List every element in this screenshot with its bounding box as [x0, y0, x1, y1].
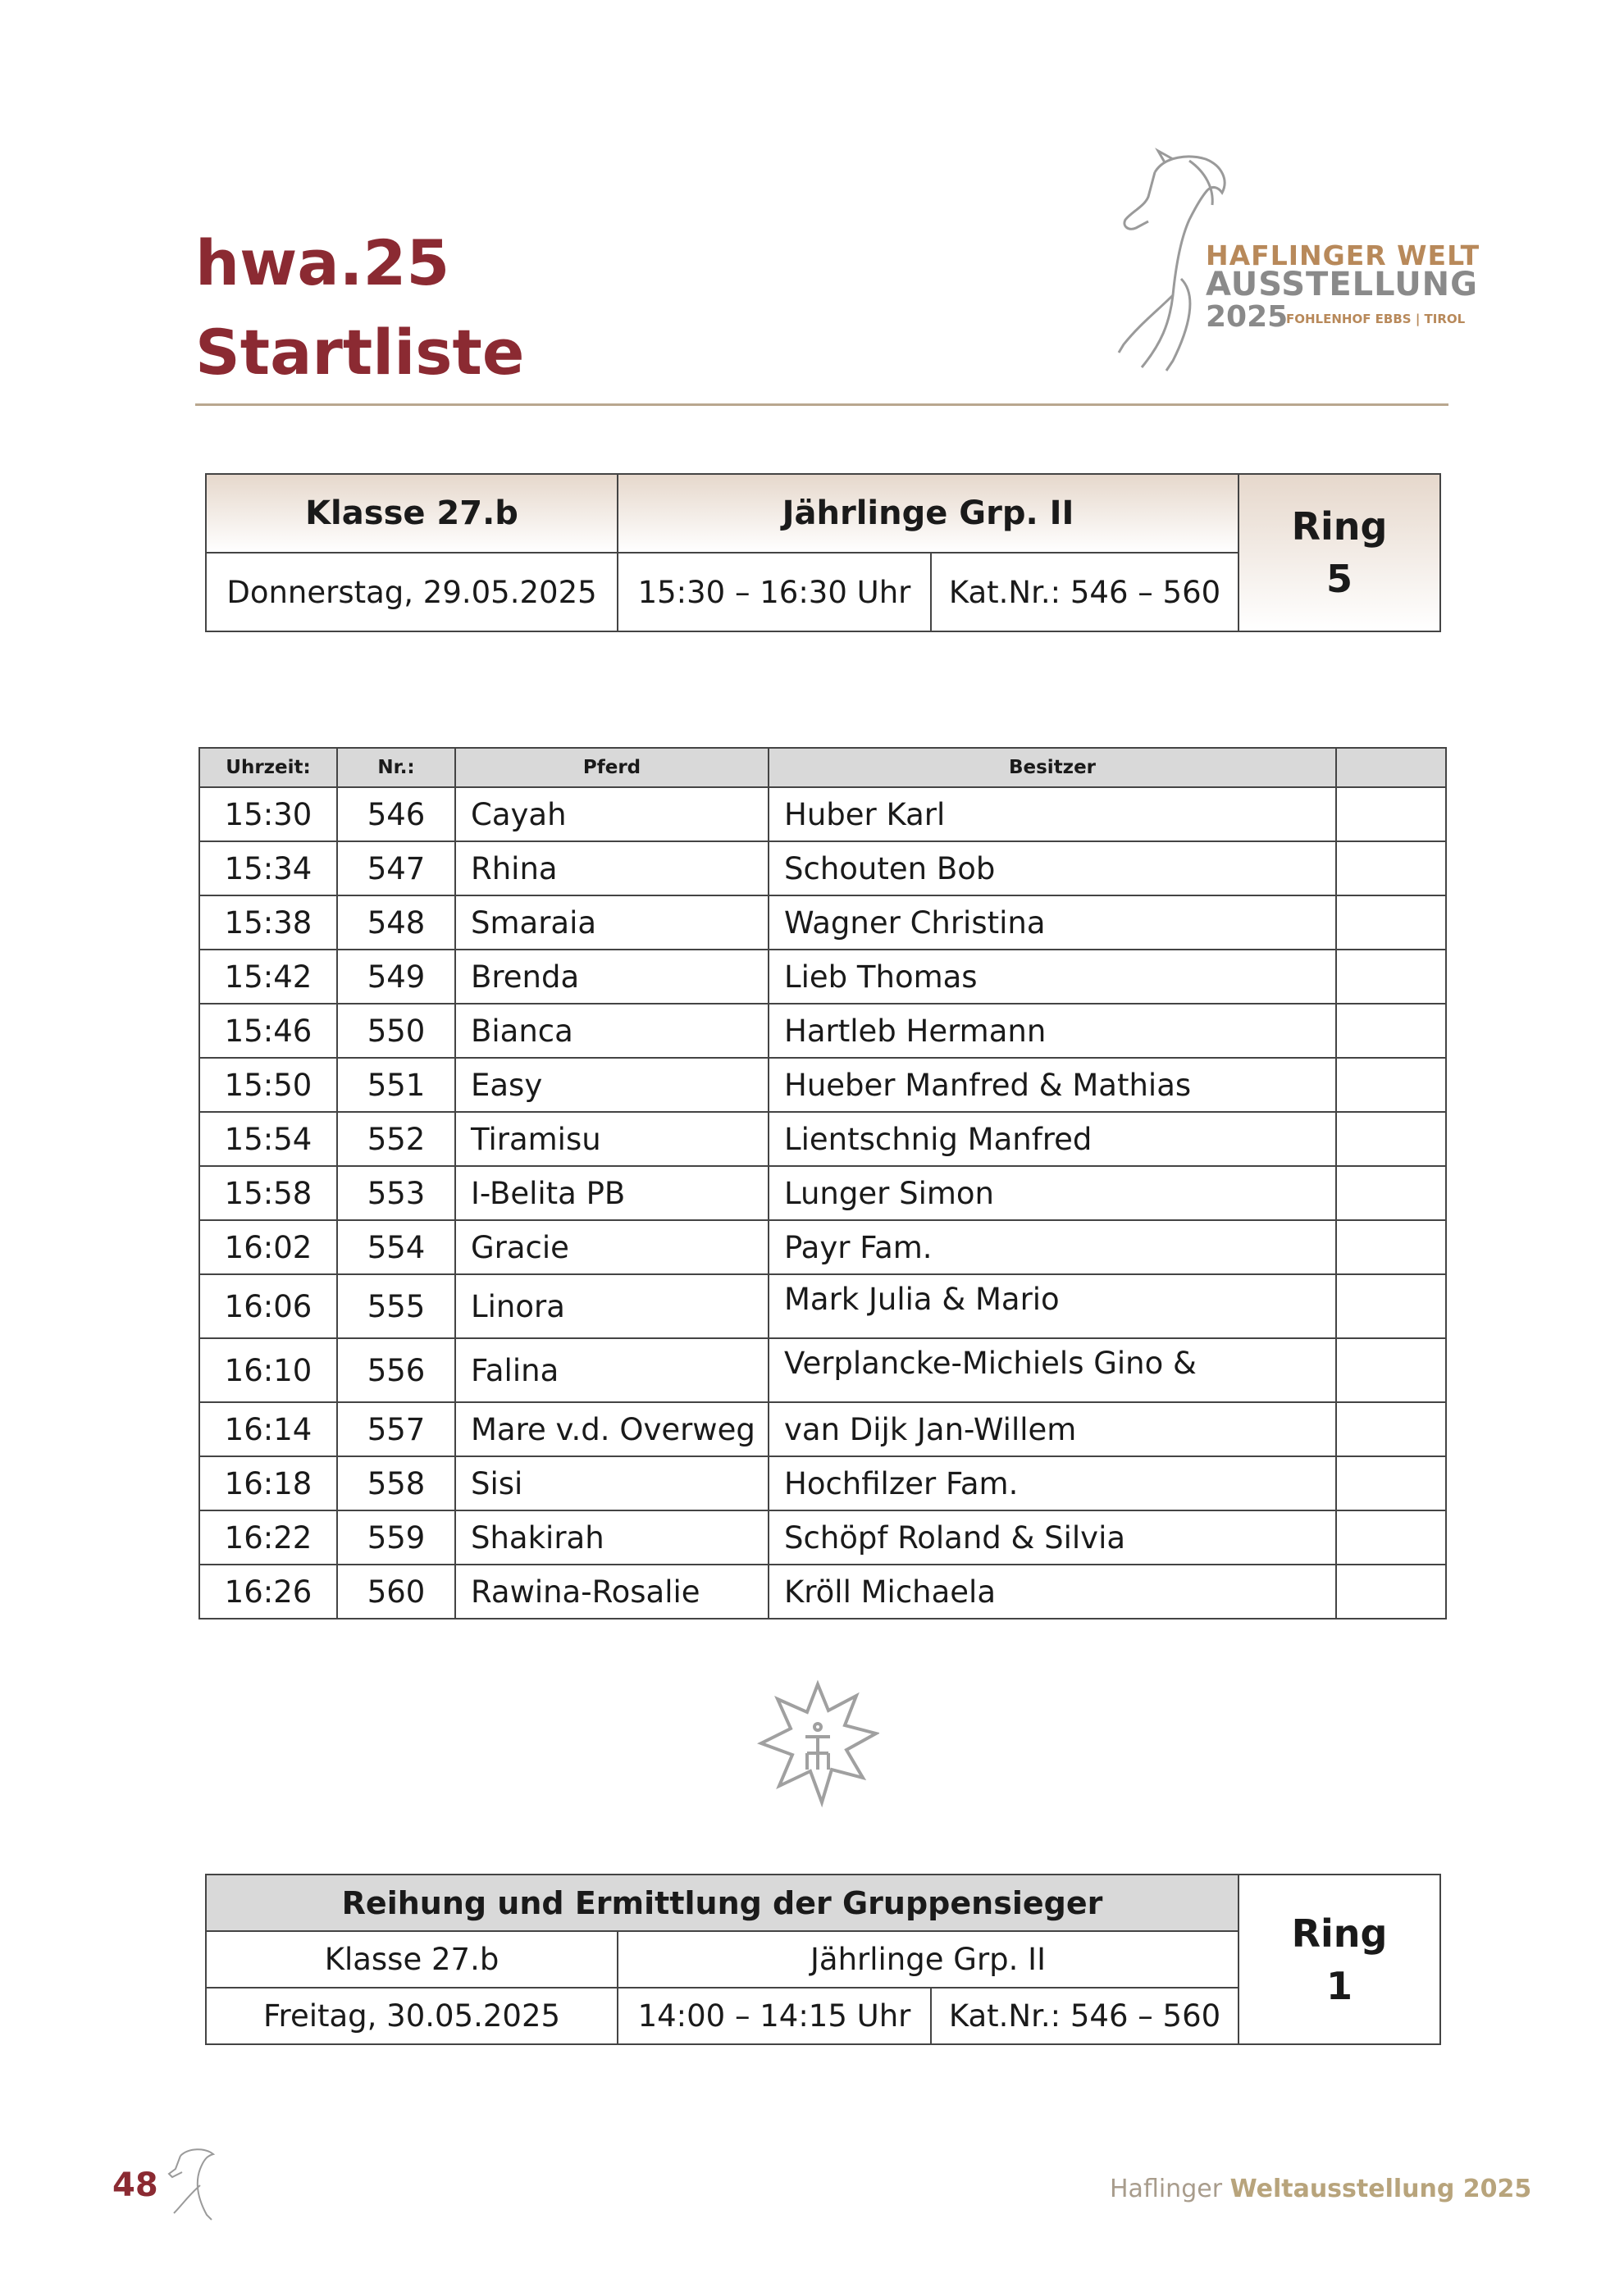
cell-besitzer: Hueber Manfred & Mathias — [769, 1058, 1336, 1112]
cell-besitzer: Payr Fam. — [769, 1220, 1336, 1274]
cell-besitzer: Wagner Christina — [769, 895, 1336, 950]
class-date: Donnerstag, 29.05.2025 — [206, 553, 618, 631]
table-row — [199, 950, 1446, 1004]
table-row — [199, 1510, 1446, 1565]
logo-line2: AUSSTELLUNG — [1206, 266, 1478, 303]
cell-pferd: Linora — [455, 1274, 769, 1338]
cell-uhrzeit: 16:14 — [199, 1402, 337, 1456]
cell-pferd: Smaraia — [455, 895, 769, 950]
ring-label: Ring — [1291, 504, 1388, 549]
group-winner-box — [205, 1874, 1441, 2045]
table-row — [199, 1004, 1446, 1058]
footer-horse-logo — [164, 2144, 238, 2226]
table-row — [199, 1338, 1446, 1402]
cell-besitzer: Hartleb Hermann — [769, 1004, 1336, 1058]
cell-empty — [1336, 787, 1446, 841]
cell-uhrzeit: 16:10 — [199, 1338, 337, 1402]
col-empty — [1336, 748, 1446, 787]
cell-besitzer: Schouten Bob — [769, 841, 1336, 895]
cell-uhrzeit: 16:06 — [199, 1274, 337, 1338]
edelweiss-icon — [756, 1678, 879, 1809]
cell-besitzer: Kröll Michaela — [769, 1565, 1336, 1619]
table-row — [199, 1402, 1446, 1456]
table-row — [199, 1220, 1446, 1274]
cell-pferd: Bianca — [455, 1004, 769, 1058]
cell-nr: 546 — [337, 787, 455, 841]
group-katnr: Kat.Nr.: 546 – 560 — [931, 1988, 1239, 2044]
cell-pferd: Falina — [455, 1338, 769, 1402]
cell-nr: 557 — [337, 1402, 455, 1456]
cell-besitzer: van Dijk Jan-Willem — [769, 1402, 1336, 1456]
class-label: Klasse 27.b — [206, 474, 618, 553]
cell-pferd: Rhina — [455, 841, 769, 895]
cell-nr: 558 — [337, 1456, 455, 1510]
cell-pferd: Gracie — [455, 1220, 769, 1274]
cell-besitzer: Hochfilzer Fam. — [769, 1456, 1336, 1510]
cell-besitzer: Lunger Simon — [769, 1166, 1336, 1220]
logo-year: 2025 — [1206, 300, 1289, 334]
cell-empty — [1336, 1112, 1446, 1166]
cell-pferd: Easy — [455, 1058, 769, 1112]
cell-empty — [1336, 1510, 1446, 1565]
group-heading: Reihung und Ermittlung der Gruppensieger — [206, 1875, 1239, 1931]
table-row — [199, 1565, 1446, 1619]
horse-small-icon — [164, 2144, 238, 2226]
cell-besitzer: Schöpf Roland & Silvia — [769, 1510, 1336, 1565]
cell-pferd: Mare v.d. Overweg — [455, 1402, 769, 1456]
cell-besitzer: Huber Karl — [769, 787, 1336, 841]
cell-pferd: Cayah — [455, 787, 769, 841]
cell-besitzer: Lieb Thomas — [769, 950, 1336, 1004]
class-time: 15:30 – 16:30 Uhr — [618, 553, 931, 631]
table-row — [199, 1166, 1446, 1220]
cell-nr: 549 — [337, 950, 455, 1004]
cell-empty — [1336, 895, 1446, 950]
page-title-line1: hwa.25 — [195, 226, 450, 299]
table-row — [199, 1058, 1446, 1112]
group-time: 14:00 – 14:15 Uhr — [618, 1988, 931, 2044]
cell-uhrzeit: 15:46 — [199, 1004, 337, 1058]
col-uhrzeit: Uhrzeit: — [199, 748, 337, 787]
cell-empty — [1336, 1220, 1446, 1274]
cell-besitzer: Lientschnig Manfred — [769, 1112, 1336, 1166]
cell-empty — [1336, 841, 1446, 895]
table-row — [199, 1274, 1446, 1338]
cell-uhrzeit: 15:38 — [199, 895, 337, 950]
col-besitzer: Besitzer — [769, 748, 1336, 787]
cell-empty — [1336, 1456, 1446, 1510]
ring-number: 5 — [1325, 557, 1353, 601]
table-row — [199, 1112, 1446, 1166]
haflinger-logo — [1099, 148, 1480, 394]
cell-empty — [1336, 1004, 1446, 1058]
cell-nr: 555 — [337, 1274, 455, 1338]
table-header-row — [199, 748, 1446, 787]
cell-nr: 551 — [337, 1058, 455, 1112]
cell-nr: 553 — [337, 1166, 455, 1220]
table-row — [199, 787, 1446, 841]
cell-besitzer: Mark Julia & Mario — [769, 1274, 1336, 1338]
cell-uhrzeit: 15:58 — [199, 1166, 337, 1220]
cell-empty — [1336, 1058, 1446, 1112]
cell-pferd: Tiramisu — [455, 1112, 769, 1166]
cell-empty — [1336, 1166, 1446, 1220]
cell-pferd: Rawina-Rosalie — [455, 1565, 769, 1619]
class-katnr: Kat.Nr.: 546 – 560 — [931, 553, 1239, 631]
table-row — [199, 895, 1446, 950]
cell-empty — [1336, 1402, 1446, 1456]
cell-pferd: I-Belita PB — [455, 1166, 769, 1220]
page-title-line2: Startliste — [195, 316, 525, 389]
group-ring-cell — [1239, 1875, 1440, 2044]
cell-pferd: Shakirah — [455, 1510, 769, 1565]
cell-uhrzeit: 15:42 — [199, 950, 337, 1004]
start-list-table — [198, 747, 1447, 1620]
cell-empty — [1336, 950, 1446, 1004]
cell-nr: 548 — [337, 895, 455, 950]
group-name: Jährlinge Grp. II — [618, 1931, 1239, 1988]
cell-uhrzeit: 15:50 — [199, 1058, 337, 1112]
cell-uhrzeit: 16:26 — [199, 1565, 337, 1619]
cell-nr: 560 — [337, 1565, 455, 1619]
cell-uhrzeit: 15:30 — [199, 787, 337, 841]
group-ring-number: 1 — [1325, 1963, 1353, 2008]
cell-nr: 547 — [337, 841, 455, 895]
cell-pferd: Sisi — [455, 1456, 769, 1510]
footer-brand-bold: Weltausstellung 2025 — [1229, 2175, 1532, 2203]
cell-uhrzeit: 16:18 — [199, 1456, 337, 1510]
table-row — [199, 841, 1446, 895]
cell-nr: 556 — [337, 1338, 455, 1402]
group-date: Freitag, 30.05.2025 — [206, 1988, 618, 2044]
cell-nr: 559 — [337, 1510, 455, 1565]
cell-empty — [1336, 1338, 1446, 1402]
footer-brand — [1110, 2175, 1531, 2203]
cell-nr: 552 — [337, 1112, 455, 1166]
title-divider — [195, 403, 1448, 406]
group-label: Jährlinge Grp. II — [618, 474, 1239, 553]
cell-besitzer: Verplancke-Michiels Gino & — [769, 1338, 1336, 1402]
cell-uhrzeit: 15:34 — [199, 841, 337, 895]
table-row — [199, 1456, 1446, 1510]
cell-nr: 554 — [337, 1220, 455, 1274]
page-number: 48 — [112, 2166, 158, 2204]
class-info-box — [205, 473, 1441, 632]
cell-uhrzeit: 15:54 — [199, 1112, 337, 1166]
ring-cell — [1239, 474, 1440, 631]
cell-empty — [1336, 1565, 1446, 1619]
group-ring-label: Ring — [1291, 1911, 1388, 1956]
col-pferd: Pferd — [455, 748, 769, 787]
footer-brand-plain: Haflinger — [1110, 2175, 1223, 2203]
logo-subtitle: FOHLENHOF EBBS | TIROL — [1286, 312, 1466, 326]
cell-empty — [1336, 1274, 1446, 1338]
group-class: Klasse 27.b — [206, 1931, 618, 1988]
cell-pferd: Brenda — [455, 950, 769, 1004]
edelweiss-emblem — [756, 1678, 879, 1809]
cell-uhrzeit: 16:02 — [199, 1220, 337, 1274]
cell-nr: 550 — [337, 1004, 455, 1058]
cell-uhrzeit: 16:22 — [199, 1510, 337, 1565]
logo-line1: HAFLINGER WELT — [1206, 239, 1480, 271]
col-nr: Nr.: — [337, 748, 455, 787]
